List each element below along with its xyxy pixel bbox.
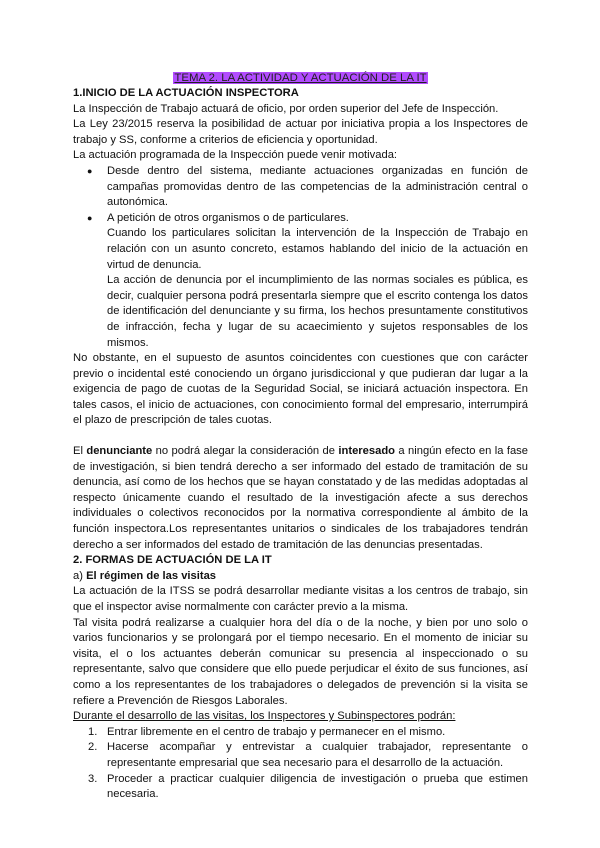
list-number: 1. xyxy=(88,725,98,738)
list-item xyxy=(87,164,528,211)
denuncia-explanation: Cuando los particulares solicitan la intervención de la Inspección de Trabajo en relación con un asunto concreto, estamos hablando del inicio de la actuación en virtud de denuncia. xyxy=(107,227,528,271)
text-run: no podrá alegar la consideración de xyxy=(152,445,339,458)
section-1-paragraph-4: No obstante, en el supuesto de asuntos coincidentes con cuestiones que con carácter previo o incidental esté conociendo un órgano jurisdiccional y que pudieran dar lugar a la exigencia de pago de cuotas de la Seguridad Social, se iniciará actuación inspectora. En tales casos, el inicio de actuaciones, con conocimiento formal del empresario, interrumpirá el plazo de prescripción de tales cuotas. xyxy=(73,352,528,427)
bullet-icon: ● xyxy=(87,165,93,176)
subheading-title: El régimen de las visitas xyxy=(86,569,217,582)
list-item-text: A petición de otros organismos o de particulares. xyxy=(107,211,349,224)
list-item xyxy=(88,725,528,741)
text-run: El xyxy=(73,445,87,458)
bold-term-denunciante: denunciante xyxy=(86,445,153,458)
list-item xyxy=(87,211,528,351)
section-2-paragraph-1: La actuación de la ITSS se podrá desarrollar mediante visitas a los centros de trabajo, sin que el inspector avise normalmente con carácter previo a la misma. xyxy=(73,585,528,613)
list-item-text: Desde dentro del sistema, mediante actuaciones organizadas en función de campañas promovidas dentro de las competencias de la administración central o autonómica. xyxy=(107,164,528,209)
motivation-list xyxy=(73,164,528,351)
list-number: 3. xyxy=(88,772,98,785)
denuncia-publica-explanation: La acción de denuncia por el incumplimiento de las normas sociales es pública, es decir, cualquier persona podrá presentarla siempre que el escrito contenga los datos de identificación del denunciante y su firma, los hechos presuntamente constitutivos de infracción, fecha y lugar de su acaecimiento y sujetos responsables de los mismos. xyxy=(107,274,528,349)
spacer xyxy=(73,429,528,444)
list-item-text: Proceder a practicar cualquier diligencia de investigación o prueba que estimen necesaria. xyxy=(107,772,528,801)
list-number: 2. xyxy=(88,741,98,754)
bullet-icon: ● xyxy=(87,212,93,223)
title-row xyxy=(73,71,528,86)
list-item-text: Entrar libremente en el centro de trabajo y permanecer en el mismo. xyxy=(107,725,446,738)
list-item xyxy=(88,772,528,803)
bold-term-interesado: interesado xyxy=(338,445,395,458)
section-1-paragraph-3: La actuación programada de la Inspección puede venir motivada: xyxy=(73,149,398,162)
subheading-prefix: a) xyxy=(73,569,87,582)
section-2-paragraph-2: Tal visita podrá realizarse a cualquier hora del día o de la noche, y bien por uno solo o varios funcionarios y se prolongará por el tiempo necesario. En el momento de iniciar su visita, el o los actuantes deberán comunicar su presencia al inspeccionado o su representante, salvo que considere que ello puede perjudicar el éxito de sus funciones, así como a los representantes de los trabajadores o delegados de prevención si la visita se refiere a Prevención de Riesgos Laborales. xyxy=(73,616,528,707)
section-2-paragraph-3: Durante el desarrollo de las visitas, los Inspectores y Subinspectores podrán: xyxy=(73,710,456,723)
section-2-subheading xyxy=(73,569,528,585)
section-2-heading: 2. FORMAS DE ACTUACIÓN DE LA IT xyxy=(73,554,272,567)
document-body xyxy=(73,71,528,803)
inspector-powers-list xyxy=(73,725,528,803)
list-item-text: Hacerse acompañar y entrevistar a cualquier trabajador, representante o representante empresarial que sea necesario para el desarrollo de la actuación. xyxy=(107,741,528,769)
section-1-heading: 1.INICIO DE LA ACTUACIÓN INSPECTORA xyxy=(73,87,299,99)
section-1-paragraph-2: La Ley 23/2015 reserva la posibilidad de actuar por iniciativa propia a los Inspectores de trabajo y SS, conforme a criterios de eficiencia y oportunidad. xyxy=(73,118,528,146)
section-1-paragraph-5 xyxy=(73,444,528,553)
list-item xyxy=(88,740,528,771)
text-run: a ningún efecto en la fase de investigación, si bien tendrá derecho a ser informado del estado de tramitación de su denuncia, así como de los hechos que se hayan constatado y de las medidas adoptadas al respecto únicamente cuando el resultado de la investigación afecte a sus derechos individuales o colectivos reconocidos por la normativa correspondiente al ámbito de la función inspectora.Los representantes unitarios o sindicales de los trabajadores tendrán derecho a ser informados del estado de tramitación de las denuncias presentadas. xyxy=(73,445,528,551)
document-title: TEMA 2. LA ACTIVIDAD Y ACTUACIÓN DE LA IT xyxy=(174,72,427,84)
section-1-paragraph-1: La Inspección de Trabajo actuará de oficio, por orden superior del Jefe de Inspección. xyxy=(73,102,499,115)
